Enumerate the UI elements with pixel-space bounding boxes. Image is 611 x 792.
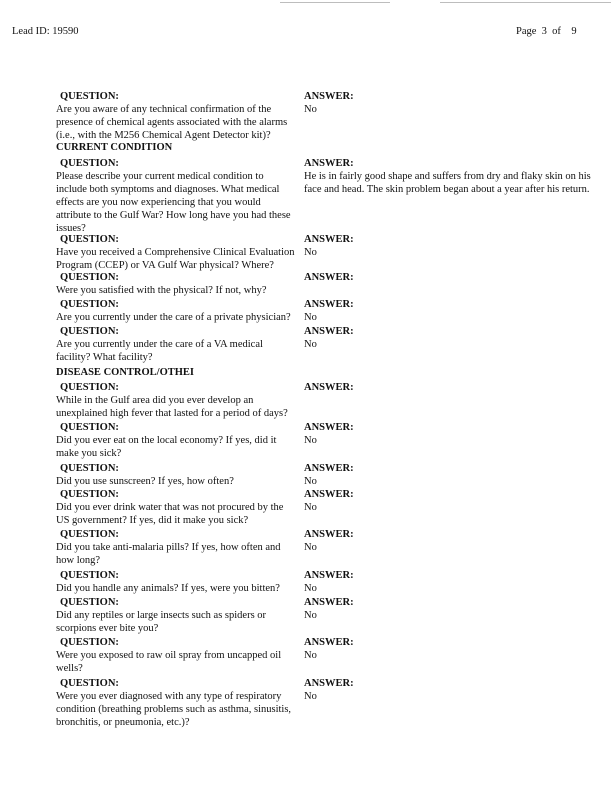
question-label: QUESTION: [60,382,119,393]
question-label: QUESTION: [60,272,119,283]
question-text: Did you take anti-malaria pills? If yes, how often and how long? [56,542,281,566]
answer-block [304,596,594,622]
question-label: QUESTION: [60,234,119,245]
answer-label: ANSWER: [304,299,354,310]
answer-label: ANSWER: [304,529,354,540]
scan-top-line [440,2,611,3]
answer-block [304,325,594,351]
answer-text: He is in fairly good shape and suffers from dry and flaky skin on his face and head. The skin problem began about a year after his return. [304,171,591,195]
scan-top-line [280,2,390,3]
answer-label: ANSWER: [304,382,354,393]
answer-text: No [304,476,317,487]
question-block [56,596,296,635]
question-label: QUESTION: [60,489,119,500]
answer-label: ANSWER: [304,272,354,283]
answer-text: No [304,542,317,553]
question-block [56,569,296,595]
question-block [56,421,296,460]
question-block [56,233,296,272]
answer-text: No [304,247,317,258]
question-block [56,677,296,729]
answer-text: No [304,650,317,661]
question-block [56,488,296,527]
question-block [56,636,296,675]
answer-label: ANSWER: [304,422,354,433]
question-block [56,298,296,324]
question-block [56,90,296,142]
answer-label: ANSWER: [304,91,354,102]
answer-text: No [304,435,317,446]
answer-text: No [304,312,317,323]
question-text: Have you received a Comprehensive Clinical Evaluation Program (CCEP) or VA Gulf War physical? Where? [56,247,295,271]
question-text: Were you exposed to raw oil spray from uncapped oil wells? [56,650,282,674]
answer-text: No [304,502,317,513]
question-label: QUESTION: [60,637,119,648]
page-number: Page 3 of 9 [516,26,577,37]
question-label: QUESTION: [60,570,119,581]
question-text: Are you currently under the care of a private physician? [56,312,291,323]
question-text: Are you currently under the care of a VA medical facility? What facility? [56,339,263,363]
answer-block [304,157,594,196]
answer-label: ANSWER: [304,158,354,169]
question-text: Did you handle any animals? If yes, were you bitten? [56,583,280,594]
section-heading: DISEASE CONTROL/OTHEI [56,367,194,378]
answer-label: ANSWER: [304,597,354,608]
answer-block [304,569,594,595]
answer-block [304,528,594,554]
answer-label: ANSWER: [304,326,354,337]
answer-text: No [304,339,317,350]
question-text: Did you ever eat on the local economy? If yes, did it make you sick? [56,435,277,459]
question-label: QUESTION: [60,597,119,608]
question-block [56,325,296,364]
question-text: Did you use sunscreen? If yes, how often? [56,476,234,487]
question-label: QUESTION: [60,463,119,474]
question-label: QUESTION: [60,326,119,337]
answer-text: No [304,583,317,594]
answer-label: ANSWER: [304,463,354,474]
answer-block [304,233,594,259]
answer-block [304,636,594,662]
question-text: Did you ever drink water that was not procured by the US government? If yes, did it make you sick? [56,502,284,526]
answer-text: No [304,691,317,702]
question-label: QUESTION: [60,529,119,540]
question-label: QUESTION: [60,91,119,102]
answer-label: ANSWER: [304,489,354,500]
answer-label: ANSWER: [304,678,354,689]
answer-block [304,462,594,488]
answer-block [304,488,594,514]
question-text: Did any reptiles or large insects such as spiders or scorpions ever bite you? [56,610,267,634]
answer-block [304,421,594,447]
question-block [56,381,296,420]
question-block [56,462,296,488]
answer-block [304,90,594,116]
answer-block [304,298,594,324]
question-label: QUESTION: [60,422,119,433]
answer-text: No [304,610,317,621]
answer-block [304,271,594,284]
answer-label: ANSWER: [304,570,354,581]
answer-block [304,677,594,703]
answer-label: ANSWER: [304,637,354,648]
answer-label: ANSWER: [304,234,354,245]
lead-id: Lead ID: 19590 [12,26,79,37]
question-block [56,528,296,567]
question-label: QUESTION: [60,299,119,310]
question-text: Were you satisfied with the physical? If not, why? [56,285,267,296]
question-label: QUESTION: [60,158,119,169]
question-label: QUESTION: [60,678,119,689]
answer-text: No [304,104,317,115]
question-text: While in the Gulf area did you ever develop an unexplained high fever that lasted for a period of days? [56,395,288,419]
answer-block [304,381,594,394]
question-text: Please describe your current medical condition to include both symptoms and diagnoses. What medical effects are you now experiencing that you would attribute to the Gulf War? How long have you had these issues? [56,171,291,234]
question-block [56,271,296,297]
section-heading: CURRENT CONDITION [56,142,173,153]
question-block [56,157,296,235]
question-text: Are you aware of any technical confirmation of the presence of chemical agents associated with the alarms (i.e., with the M256 Chemical Agent Detector kit)? [56,104,288,141]
question-text: Were you ever diagnosed with any type of respiratory condition (breathing problems such as asthma, sinusitis, bronchitis, or pneumonia, etc.)? [56,691,292,728]
